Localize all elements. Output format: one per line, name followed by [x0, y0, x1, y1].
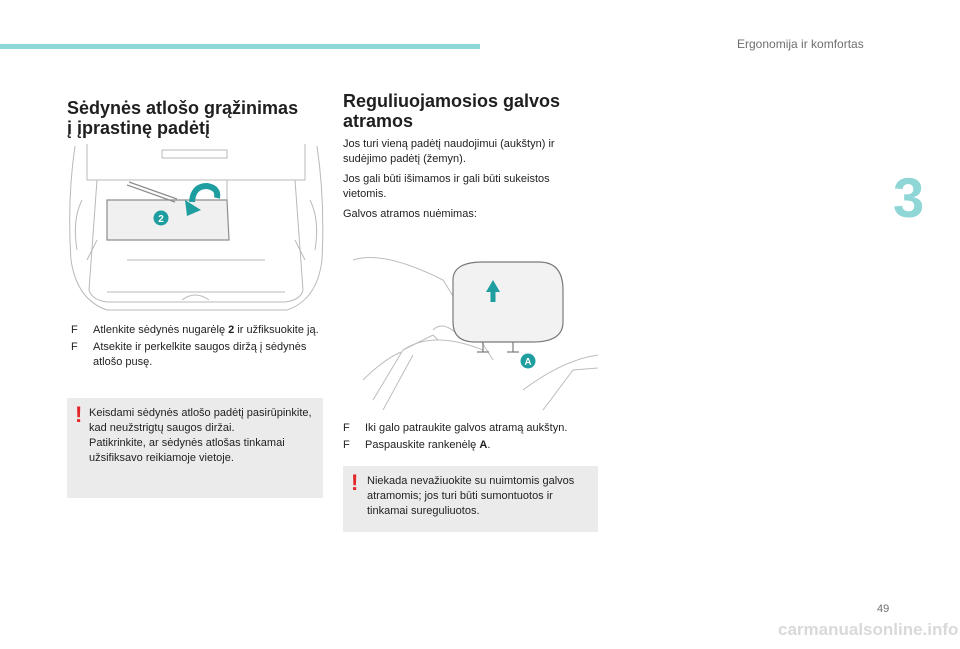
bullet-mark: F: [71, 341, 78, 353]
section-title: Ergonomija ir komfortas: [737, 37, 864, 51]
exclamation-icon: !: [75, 402, 83, 427]
right-title: [343, 91, 593, 131]
left-title: [67, 98, 327, 138]
left-warning-text: Keisdami sėdynės atlošo padėtį pasirūpinkite, kad neužstrigtų saugos diržai. Patikrinkite, ar sėdynės atlošas tinkamai užsifiksavo reikiamoje vietoje.: [89, 407, 312, 464]
left-title-line2: į įprastinę padėtį: [67, 118, 211, 138]
figure-label-a: A: [524, 357, 532, 368]
left-warning-box: [67, 398, 323, 498]
list-item: F Paspauskite rankenėlę A.: [343, 439, 491, 451]
page-number: 49: [877, 603, 890, 615]
list-item: F Atlenkite sėdynės nugarėlę 2 ir užfiksuokite ją.: [71, 324, 319, 336]
right-warning-text: Niekada nevažiuokite su nuimtomis galvos atramomis; jos turi būti sumontuotos ir tinkamai sureguliuotos.: [367, 475, 575, 517]
header-accent-bar: [0, 44, 480, 49]
watermark-logo: carmanualsonline.info: [778, 620, 959, 639]
right-warning-box: [343, 466, 598, 532]
figure-label-2: 2: [158, 214, 164, 225]
right-title-line1: Reguliuojamosios galvos: [343, 91, 561, 111]
bullet-mark: F: [343, 439, 350, 451]
right-bullet-list: [343, 421, 598, 455]
list-item: F Atsekite ir perkelkite saugos diržą į sėdynės atlošo pusę.: [71, 341, 307, 368]
list-item: F Iki galo patraukite galvos atramą aukštyn.: [343, 422, 568, 434]
seatback-trunk-illustration: [67, 140, 324, 316]
paragraph: Jos turi vieną padėtį naudojimui (aukštyn) ir sudėjimo padėtį (žemyn).: [343, 138, 555, 165]
bullet-mark: F: [71, 324, 78, 336]
headrest-illustration: [343, 240, 598, 410]
chapter-number: 3: [893, 166, 925, 229]
bullet-mark: F: [343, 422, 350, 434]
left-title-line1: Sėdynės atlošo grąžinimas: [67, 98, 299, 118]
exclamation-icon: !: [351, 470, 359, 495]
left-bullet-list: [71, 323, 323, 372]
paragraph: Jos gali būti išimamos ir gali būti sukeistos vietomis.: [343, 173, 550, 200]
right-title-line2: atramos: [343, 111, 414, 131]
paragraph: Galvos atramos nuėmimas:: [343, 208, 477, 220]
